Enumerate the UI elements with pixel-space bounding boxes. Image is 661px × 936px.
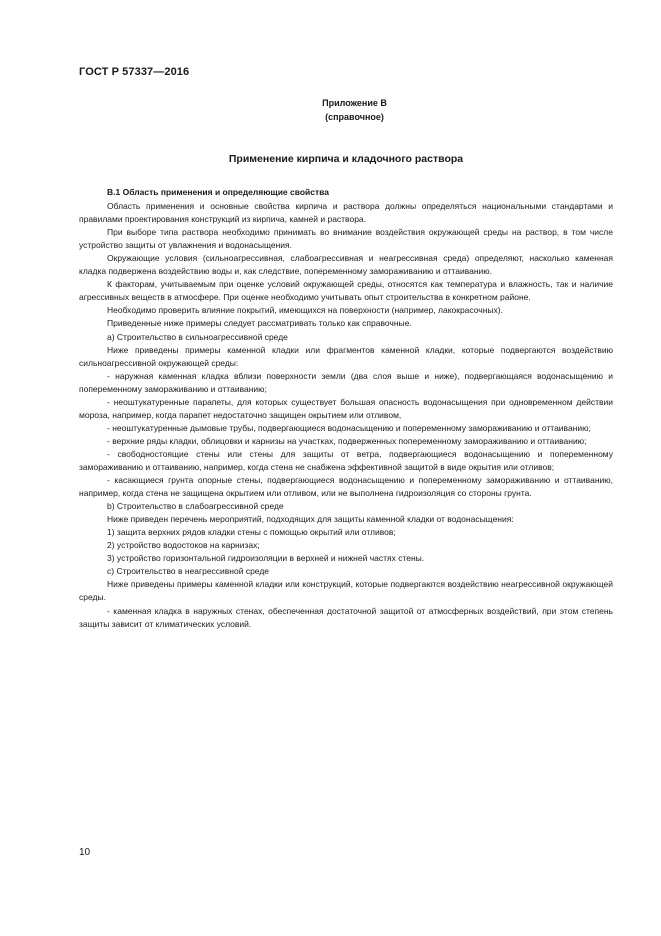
annex-subtitle: (справочное): [325, 112, 384, 122]
document-title: Применение кирпича и кладочного раствора: [228, 153, 464, 165]
paragraph: К факторам, учитываемым при оценке условий окружающей среды, относятся как температура и влажность, так и наличие агрессивных веществ в атмосфере. При оценке необходимо учитывать опыт строительства в конкретном районе.: [79, 279, 613, 303]
paragraph: Ниже приведены примеры каменной кладки или конструкций, которые подвергаются воздействию неагрессивной окружающей среды.: [79, 579, 613, 603]
section-heading: В.1 Область применения и определяющие свойства: [107, 187, 330, 197]
list-item: - свободностоящие стены или стены для защиты от ветра, подвергающиеся водонасыщению и попеременному замораживанию и оттаиванию, например, когда стена не снабжена эффективной защитой в виде окрытия или отливов;: [79, 448, 613, 472]
document-body: [79, 186, 613, 631]
annex-title: Приложение В: [322, 98, 387, 108]
list-item: - каменная кладка в наружных стенах, обеспеченная достаточной защитой от атмосферных воздействий, при этом степень защиты зависит от климатических условий.: [79, 605, 613, 629]
list-item: - неоштукатуренные дымовые трубы, подвергающиеся водонасыщению и попеременному замораживанию и оттаиванию;: [107, 422, 591, 433]
standard-code: ГОСТ Р 57337—2016: [79, 66, 190, 78]
subsection-heading: b) Строительство в слабоагрессивной среде: [107, 501, 284, 512]
subsection-heading: с) Строительство в неагрессивной среде: [107, 566, 270, 577]
paragraph: Окружающие условия (сильноагрессивная, слабоагрессивная и неагрессивная среда) определяют, насколько каменная кладка подвержена воздействию воды и, как следствие, попеременному замораживанию и оттаиванию.: [79, 253, 613, 277]
list-item: 1) защита верхних рядов кладки стены с помощью окрытий или отливов;: [107, 527, 396, 538]
paragraph: Необходимо проверить влияние покрытий, имеющихся на поверхности (например, лакокрасочных).: [107, 305, 503, 316]
paragraph: Приведенные ниже примеры следует рассматривать только как справочные.: [107, 318, 412, 329]
list-item: 2) устройство водостоков на карнизах;: [107, 540, 260, 551]
page-number: 10: [79, 847, 91, 858]
paragraph: Область применения и основные свойства кирпича и раствора должны определяться национальными стандартами и правилами проектирования конструкций из кирпича, камней и раствора.: [79, 201, 613, 225]
subsection-heading: а) Строительство в сильноагрессивной среде: [107, 331, 288, 342]
list-item: - наружная каменная кладка вблизи поверхности земли (два слоя выше и ниже), подвергающаяся водонасыщению и попеременному замораживанию и оттаиванию;: [79, 370, 613, 394]
list-item: 3) устройство горизонтальной гидроизоляции в верхней и нижней частях стены.: [107, 553, 425, 564]
list-item: - неоштукатуренные парапеты, для которых существует большая опасность водонасыщения при одновременном действии мороза, например, когда парапет недостаточно защищен окрытием или отливом,: [79, 396, 613, 420]
paragraph: При выборе типа раствора необходимо принимать во внимание воздействия окружающей среды на раствор, в том числе устройство защиты от увлажнения и водонасыщения.: [79, 227, 613, 251]
paragraph: Ниже приведены примеры каменной кладки или фрагментов каменной кладки, которые подвергаются воздействию сильноагрессивной окружающей среды:: [79, 344, 613, 368]
paragraph: Ниже приведен перечень мероприятий, подходящих для защиты каменной кладки от водонасыщения:: [107, 514, 514, 525]
annex-heading: [0, 96, 661, 124]
list-item: - касающиеся грунта опорные стены, подвергающиеся водонасыщению и попеременному замораживанию и оттаиванию, например, когда стена не защищена окрытием или отливом, или не выполнена гидроизоляция со стороны грунта.: [79, 475, 613, 499]
list-item: - верхние ряды кладки, облицовки и карнизы на участках, подверженных попеременному замораживанию и оттаиванию;: [107, 435, 587, 446]
